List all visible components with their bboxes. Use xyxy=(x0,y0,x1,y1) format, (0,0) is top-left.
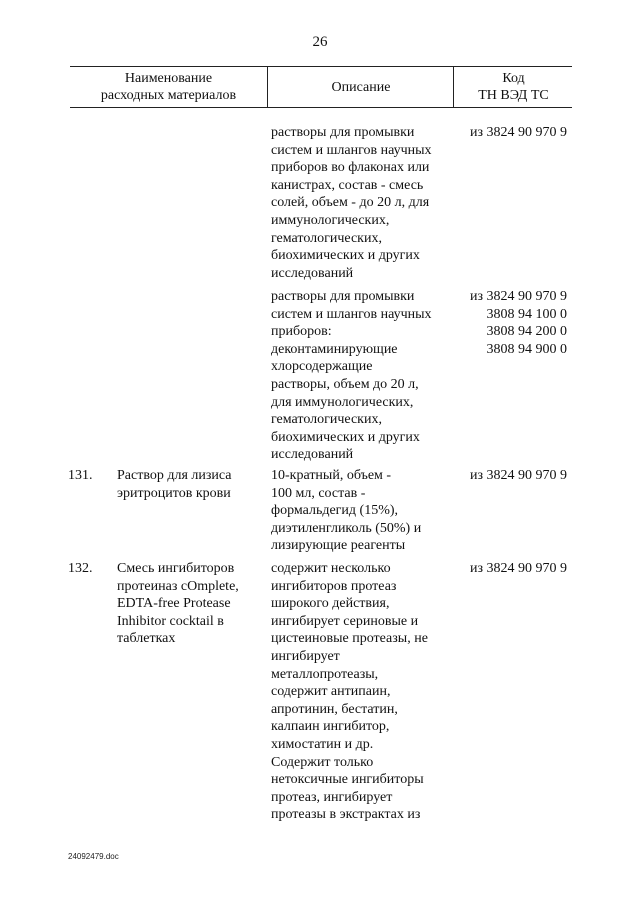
description-line: канистрах, состав - смесь xyxy=(271,177,424,193)
description-line: хлорсодержащие xyxy=(271,359,373,375)
tnved-code: 3808 94 200 0 xyxy=(486,324,567,340)
description-line: содержит несколько xyxy=(271,561,391,576)
description-line: для иммунологических, xyxy=(271,394,414,410)
description-line: солей, объем - до 20 л, для xyxy=(271,195,430,211)
description-line: растворы, объем до 20 л, xyxy=(271,376,419,392)
row-codes xyxy=(462,124,582,142)
description-line: диэтиленгликоль (50%) и xyxy=(271,520,422,536)
description-line: исследований xyxy=(271,265,354,281)
description-line: растворы для промывки xyxy=(271,125,415,140)
description-line: формальдегид (15%), xyxy=(271,503,399,519)
row-number: 131. xyxy=(68,468,93,483)
description-line: деконтаминирующие xyxy=(271,341,398,357)
description-line: протеазы в экстрактах из xyxy=(271,807,421,823)
description-line: гематологических, xyxy=(271,230,382,246)
name-line: таблетках xyxy=(117,631,176,647)
description-line: систем и шлангов научных xyxy=(271,306,432,322)
tnved-code: из 3824 90 970 9 xyxy=(469,289,567,304)
footer-filename: 24092479.doc xyxy=(68,852,119,861)
description-line: исследований xyxy=(271,447,354,463)
description-line: приборов: xyxy=(271,324,332,340)
header-name-line: расходных материалов xyxy=(100,88,237,103)
description-line: систем и шлангов научных xyxy=(271,142,432,158)
name-line: эритроцитов крови xyxy=(117,485,231,501)
row-codes xyxy=(462,560,582,578)
description-line: ингибиторов протеаз xyxy=(271,578,397,594)
tnved-code: 3808 94 100 0 xyxy=(486,306,567,322)
row-description xyxy=(271,124,456,282)
description-line: протеаз, ингибирует xyxy=(271,789,393,805)
row-name xyxy=(117,560,267,648)
description-line: гематологических, xyxy=(271,412,382,428)
description-line: приборов во флаконах или xyxy=(271,160,430,176)
description-line: металлопротеазы, xyxy=(271,666,379,682)
tnved-code: из 3824 90 970 9 xyxy=(469,468,567,483)
description-line: растворы для промывки xyxy=(271,289,415,304)
description-line: Содержит только xyxy=(271,754,374,770)
description-line: калпаин ингибитор, xyxy=(271,719,390,735)
row-description xyxy=(271,467,456,555)
description-line: цистеиновые протеазы, не xyxy=(271,631,428,647)
description-line: биохимических и других xyxy=(271,429,420,445)
page-number: 26 xyxy=(312,34,328,50)
description-line: апротинин, бестатин, xyxy=(271,701,398,717)
row-description xyxy=(271,560,456,824)
tnved-code: из 3824 90 970 9 xyxy=(469,561,567,576)
name-line: Раствор для лизиса xyxy=(117,468,232,483)
name-line: EDTA-free Protease xyxy=(117,596,231,612)
row-number: 132. xyxy=(68,561,93,576)
header-name-column xyxy=(70,67,267,107)
description-line: иммунологических, xyxy=(271,212,390,228)
row-codes xyxy=(462,288,582,358)
description-line: 100 мл, состав - xyxy=(271,485,366,501)
table-header xyxy=(70,66,572,108)
description-line: нетоксичные ингибиторы xyxy=(271,772,424,788)
tnved-code: из 3824 90 970 9 xyxy=(469,125,567,140)
name-line: Inhibitor cocktail в xyxy=(117,613,224,629)
header-code-column xyxy=(453,67,573,107)
row-codes xyxy=(462,467,582,485)
description-line: ингибирует xyxy=(271,648,340,664)
description-line: 10-кратный, объем - xyxy=(271,468,392,483)
tnved-code: 3808 94 900 0 xyxy=(486,341,567,357)
description-line: лизирующие реагенты xyxy=(271,538,406,554)
description-line: химостатин и др. xyxy=(271,736,374,752)
description-line: широкого действия, xyxy=(271,596,390,612)
description-line: биохимических и других xyxy=(271,248,420,264)
header-name-line: Наименование xyxy=(124,71,213,86)
description-line: содержит антипаин, xyxy=(271,684,391,700)
name-line: протеиназ cOmplete, xyxy=(117,578,239,594)
name-line: Смесь ингибиторов xyxy=(117,561,235,576)
row-name xyxy=(117,467,267,502)
row-description xyxy=(271,288,456,464)
header-desc-column: Описание xyxy=(267,67,454,107)
description-line: ингибирует сериновые и xyxy=(271,613,419,629)
header-code-line: Код xyxy=(502,71,525,86)
header-code-line: ТН ВЭД ТС xyxy=(478,88,549,103)
